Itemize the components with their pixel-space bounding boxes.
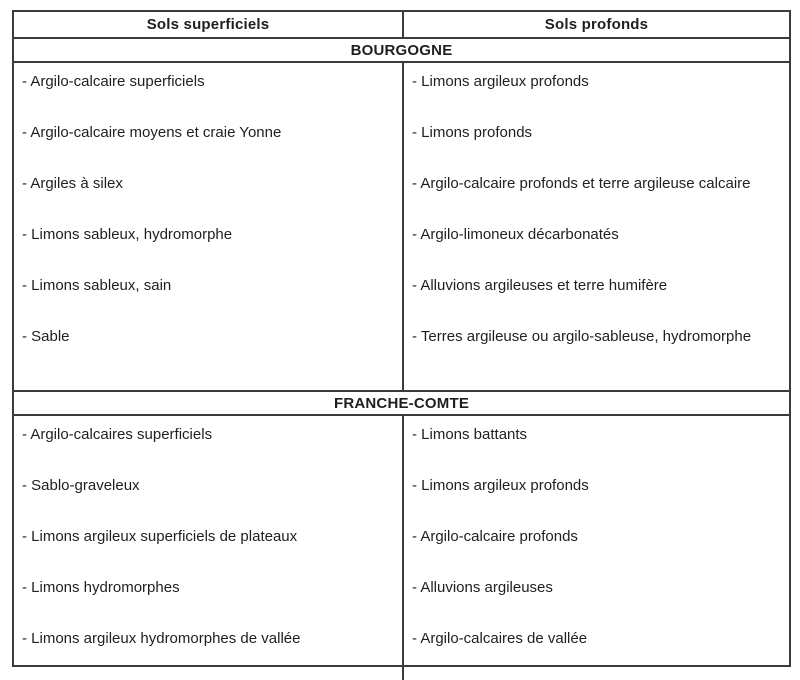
franche-comte-body-row bbox=[14, 416, 789, 680]
soil-type-item: - Limons hydromorphes bbox=[22, 579, 180, 596]
soil-type-item: - Argilo-calcaires superficiels bbox=[22, 426, 213, 443]
soil-type-item: - Limons battants bbox=[412, 426, 528, 443]
soil-type-item: - Argilo-limoneux décarbonatés bbox=[412, 226, 619, 243]
section-header-bourgogne: BOURGOGNE bbox=[14, 39, 789, 63]
soil-type-item: - Alluvions argileuses bbox=[412, 579, 553, 596]
soil-type-item: - Sable bbox=[22, 328, 70, 345]
soil-type-item: - Limons argileux profonds bbox=[412, 477, 589, 494]
bourgogne-superficiels-cell bbox=[14, 63, 404, 390]
column-header-row bbox=[14, 12, 789, 39]
soil-type-item: - Argilo-calcaire profonds et terre argileuse calcaire bbox=[412, 175, 751, 192]
soil-type-item: - Alluvions argileuses et terre humifère bbox=[412, 277, 668, 294]
soil-type-item: - Argilo-calcaire profonds bbox=[412, 528, 578, 545]
soil-type-item: - Limons argileux profonds bbox=[412, 73, 589, 90]
soil-type-item: - Sablo-graveleux bbox=[22, 477, 140, 494]
franche-comte-superficiels-cell bbox=[14, 416, 404, 680]
soil-type-item: - Argiles à silex bbox=[22, 175, 123, 192]
soils-comparison-table bbox=[12, 10, 791, 667]
bourgogne-body-row bbox=[14, 63, 789, 392]
column-header-sols-profonds: Sols profonds bbox=[544, 16, 649, 33]
soil-type-item: - Argilo-calcaires de vallée bbox=[412, 630, 588, 647]
soil-type-item: - Argilo-calcaire superficiels bbox=[22, 73, 205, 90]
soil-type-item: - Terres argileuse ou argilo-sableuse, hydromorphe bbox=[412, 328, 752, 345]
soil-type-item: - Limons profonds bbox=[412, 124, 533, 141]
column-header-sols-superficiels: Sols superficiels bbox=[14, 12, 404, 37]
soil-type-item: - Limons sableux, hydromorphe bbox=[22, 226, 233, 243]
section-header-franche-comte: FRANCHE-COMTE bbox=[14, 392, 789, 416]
soil-type-item: - Limons argileux hydromorphes de vallée bbox=[22, 630, 301, 647]
soil-type-item: - Argilo-calcaire moyens et craie Yonne bbox=[22, 124, 282, 141]
soil-type-item: - Limons argileux superficiels de plateaux bbox=[22, 528, 298, 545]
soil-type-item: - Limons sableux, sain bbox=[22, 277, 172, 294]
franche-comte-profonds-cell bbox=[404, 416, 789, 680]
bourgogne-profonds-cell bbox=[404, 63, 789, 390]
